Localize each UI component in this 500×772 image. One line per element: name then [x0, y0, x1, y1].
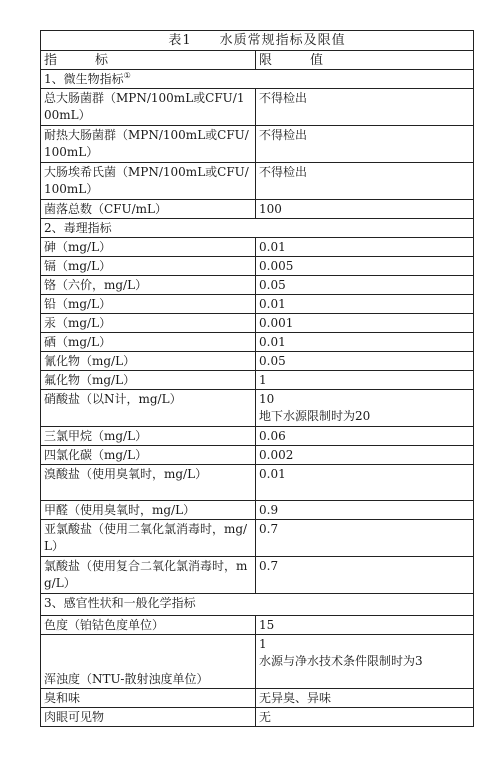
header-row — [41, 51, 474, 70]
limit-cell: 0.01 — [256, 238, 474, 257]
table-row — [41, 427, 474, 446]
limit-cell: 0.001 — [256, 314, 474, 333]
indicator-cell: 硝酸盐（以N计，mg/L） — [41, 390, 256, 427]
footnote-marker: ① — [123, 71, 131, 80]
table-row — [41, 635, 474, 689]
indicator-cell: 大肠埃希氏菌（MPN/100mL或CFU/100mL） — [41, 163, 256, 200]
indicator-cell: 浑浊度（NTU-散射浊度单位） — [41, 635, 256, 689]
table-row — [41, 314, 474, 333]
indicator-cell: 砷（mg/L） — [41, 238, 256, 257]
limit-value: 1 — [259, 637, 267, 651]
limit-cell: 0.05 — [256, 276, 474, 295]
indicator-cell: 汞（mg/L） — [41, 314, 256, 333]
table-row — [41, 352, 474, 371]
section-toxicological: 2、毒理指标 — [41, 219, 474, 238]
table-title: 表1 水质常规指标及限值 — [41, 31, 474, 51]
indicator-cell: 肉眼可见物 — [41, 708, 256, 727]
indicator-cell: 甲醛（使用臭氧时，mg/L） — [41, 501, 256, 520]
table-row — [41, 557, 474, 594]
table-row — [41, 257, 474, 276]
limit-cell: 0.7 — [256, 557, 474, 594]
limit-cell: 0.01 — [256, 465, 474, 501]
section-microbial-label: 1、微生物指标 — [44, 72, 124, 86]
table-row — [41, 616, 474, 635]
table-row — [41, 390, 474, 427]
water-quality-standards-table — [40, 30, 474, 727]
limit-cell: 不得检出 — [256, 126, 474, 163]
indicator-cell: 耐热大肠菌群（MPN/100mL或CFU/100mL） — [41, 126, 256, 163]
table-row — [41, 89, 474, 126]
header-indicator: 指 标 — [41, 51, 256, 70]
indicator-cell: 色度（铂钴色度单位） — [41, 616, 256, 635]
table-row — [41, 446, 474, 465]
indicator-cell: 四氯化碳（mg/L） — [41, 446, 256, 465]
limit-cell: 1 — [256, 371, 474, 390]
table-row — [41, 238, 474, 257]
indicator-cell: 铬（六价，mg/L） — [41, 276, 256, 295]
limit-cell: 0.01 — [256, 333, 474, 352]
table-row — [41, 126, 474, 163]
section-row-microbial — [41, 70, 474, 89]
limit-cell: 0.005 — [256, 257, 474, 276]
limit-cell: 15 — [256, 616, 474, 635]
indicator-cell: 氰化物（mg/L） — [41, 352, 256, 371]
indicator-cell: 氟化物（mg/L） — [41, 371, 256, 390]
limit-note: 地下水源限制时为20 — [259, 409, 371, 423]
limit-cell: 0.002 — [256, 446, 474, 465]
limit-cell: 无 — [256, 708, 474, 727]
table-row — [41, 501, 474, 520]
indicator-cell: 溴酸盐（使用臭氧时，mg/L） — [41, 465, 256, 501]
table-row — [41, 333, 474, 352]
table-row — [41, 689, 474, 708]
table-row — [41, 276, 474, 295]
indicator-cell: 亚氯酸盐（使用二氧化氯消毒时，mg/L） — [41, 520, 256, 557]
indicator-cell: 总大肠菌群（MPN/100mL或CFU/100mL） — [41, 89, 256, 126]
section-row-sensory — [41, 594, 474, 616]
table-row — [41, 465, 474, 501]
limit-value: 10 — [259, 392, 275, 406]
limit-cell: 0.9 — [256, 501, 474, 520]
limit-cell: 0.01 — [256, 295, 474, 314]
limit-cell: 无异臭、异味 — [256, 689, 474, 708]
table-row — [41, 200, 474, 219]
indicator-cell: 三氯甲烷（mg/L） — [41, 427, 256, 446]
limit-cell: 不得检出 — [256, 163, 474, 200]
indicator-cell: 硒（mg/L） — [41, 333, 256, 352]
limit-cell: 0.05 — [256, 352, 474, 371]
limit-note: 水源与净水技术条件限制时为3 — [259, 654, 423, 668]
indicator-cell: 铅（mg/L） — [41, 295, 256, 314]
limit-cell — [256, 635, 474, 689]
indicator-cell: 菌落总数（CFU/mL） — [41, 200, 256, 219]
section-row-toxicological — [41, 219, 474, 238]
limit-cell: 不得检出 — [256, 89, 474, 126]
section-sensory: 3、感官性状和一般化学指标 — [41, 594, 474, 616]
indicator-cell: 臭和味 — [41, 689, 256, 708]
limit-cell: 0.7 — [256, 520, 474, 557]
header-limit: 限 值 — [256, 51, 474, 70]
table-row — [41, 295, 474, 314]
table-row — [41, 371, 474, 390]
table-row — [41, 163, 474, 200]
section-microbial — [41, 70, 474, 89]
water-quality-table-document — [40, 30, 473, 727]
table-row — [41, 708, 474, 727]
indicator-cell: 镉（mg/L） — [41, 257, 256, 276]
title-row — [41, 31, 474, 51]
limit-cell: 0.06 — [256, 427, 474, 446]
table-row — [41, 520, 474, 557]
indicator-cell: 氯酸盐（使用复合二氧化氯消毒时，mg/L） — [41, 557, 256, 594]
limit-cell: 100 — [256, 200, 474, 219]
limit-cell — [256, 390, 474, 427]
